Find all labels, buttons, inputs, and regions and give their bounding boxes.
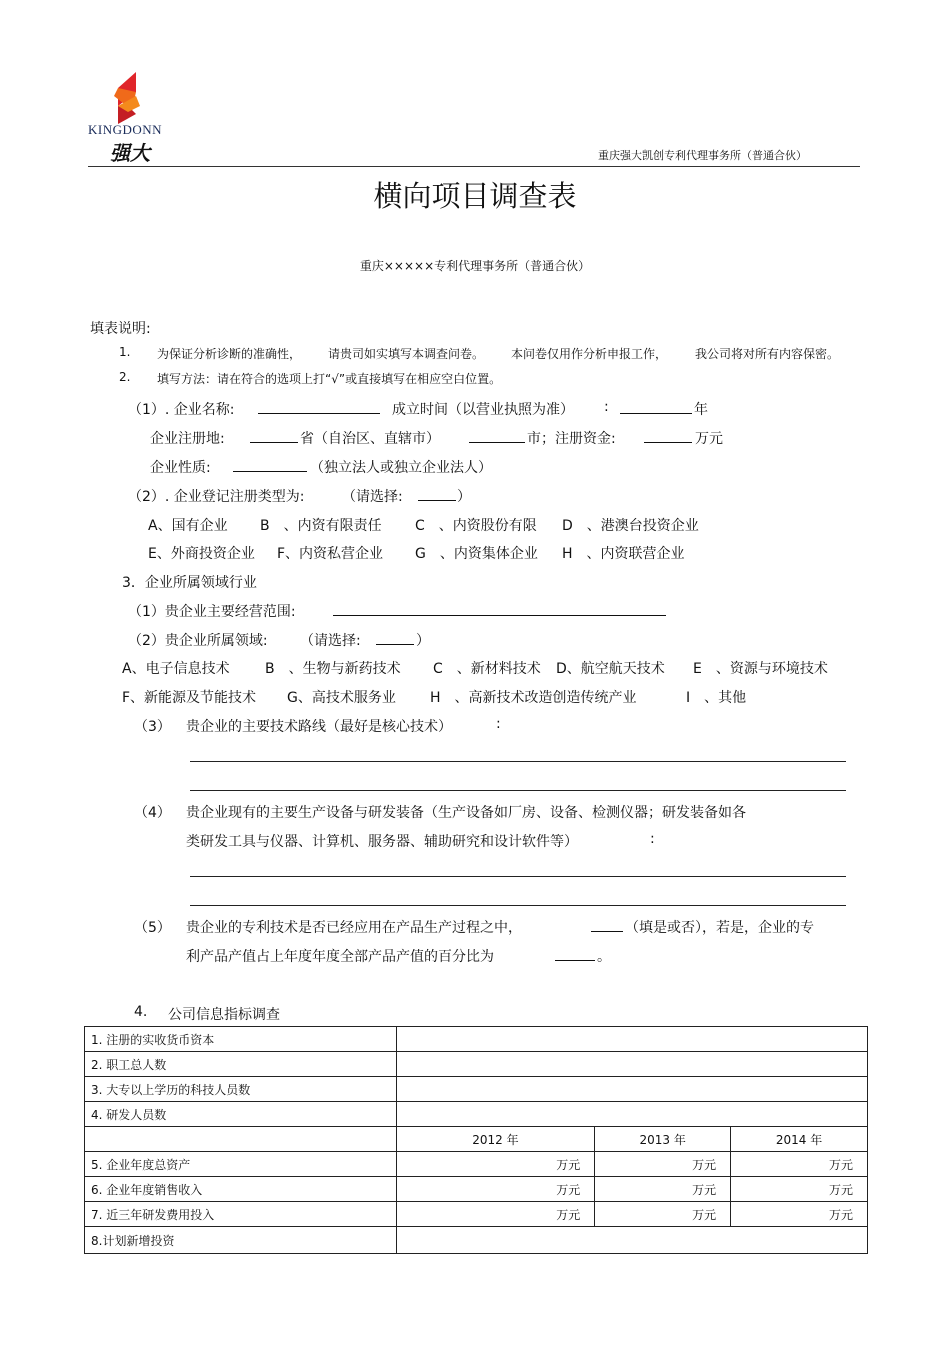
row-label: 8.计划新增投资 [85, 1227, 397, 1254]
instruction-2-text: 填写方法：请在符合的选项上打“√”或直接填写在相应空白位置。 [157, 372, 502, 386]
table-row [85, 1027, 868, 1052]
field-option[interactable]: E 、资源与环境技术 [693, 661, 828, 677]
q4-answer-line[interactable] [190, 876, 846, 877]
reg-type-field[interactable] [418, 487, 456, 501]
reg-option[interactable]: F、内资私营企业 [277, 546, 384, 562]
reg-type-close: ） [457, 489, 471, 505]
reg-option[interactable]: D 、港澳台投资企业 [562, 518, 699, 534]
business-scope-label: （1）贵企业主要经营范围: [128, 604, 296, 620]
province-field[interactable] [250, 429, 298, 443]
row-label: 3. 大专以上学历的科技人员数 [85, 1077, 397, 1102]
nature-field[interactable] [233, 458, 307, 472]
value-cell[interactable] [396, 1052, 867, 1077]
q5-percent-field[interactable] [555, 947, 595, 961]
company-name-label: （1）. 企业名称: [128, 402, 235, 418]
instruction-1-number: 1. [119, 345, 131, 359]
field-choose: （请选择: [300, 633, 361, 649]
founded-year-field[interactable] [620, 400, 692, 414]
value-cell[interactable] [396, 1102, 867, 1127]
page-title: 横向项目调查表 [373, 179, 577, 213]
table-header-row [85, 1127, 868, 1152]
value-cell[interactable]: 万元 [731, 1177, 868, 1202]
company-info-table [84, 1026, 868, 1254]
table-row [85, 1052, 868, 1077]
instruction-1-part: 为保证分析诊断的准确性， [157, 347, 302, 361]
row-label: 5. 企业年度总资产 [85, 1152, 397, 1177]
field-option[interactable]: C 、新材料技术 [433, 661, 541, 677]
field-option[interactable]: B 、生物与新药技术 [265, 661, 401, 677]
q5-yes-no-field[interactable] [591, 918, 623, 932]
value-cell[interactable]: 万元 [595, 1177, 731, 1202]
row-label: 4. 研发人员数 [85, 1102, 397, 1127]
field-option[interactable]: F、新能源及节能技术 [122, 690, 257, 706]
city-field[interactable] [469, 429, 525, 443]
reg-option[interactable]: A、国有企业 [148, 518, 228, 534]
instruction-2-number: 2. [119, 370, 131, 384]
instruction-1-part: 我公司将对所有内容保密。 [695, 347, 840, 361]
q3-text: 贵企业的主要技术路线（最好是核心技术） [186, 719, 452, 735]
instructions-heading: 填表说明: [90, 321, 151, 337]
field-select[interactable] [376, 631, 414, 645]
table-row [85, 1202, 868, 1227]
empty-header-cell [85, 1127, 397, 1152]
q5-text-line2: 利产品产值占上年度年度全部产品产值的百分比为 [186, 949, 494, 965]
value-cell[interactable] [396, 1077, 867, 1102]
table-row [85, 1077, 868, 1102]
q3-answer-line[interactable] [190, 761, 846, 762]
value-cell[interactable] [396, 1027, 867, 1052]
founded-colon: : [604, 399, 609, 415]
q4-colon: : [650, 831, 655, 847]
company-logo [88, 70, 188, 165]
year-header: 2013 年 [595, 1127, 731, 1152]
row-label: 2. 职工总人数 [85, 1052, 397, 1077]
reg-place-label: 企业注册地: [150, 431, 225, 447]
year-unit: 年 [694, 402, 708, 418]
nature-label: 企业性质: [150, 460, 211, 476]
industry-heading: 3．企业所属领域行业 [122, 575, 257, 591]
reg-capital-field[interactable] [644, 429, 692, 443]
q5-text: 贵企业的专利技术是否已经应用在产品生产过程之中， [186, 920, 522, 936]
reg-option[interactable]: H 、内资联营企业 [562, 546, 685, 562]
value-cell[interactable]: 万元 [595, 1202, 731, 1227]
reg-option[interactable]: E、外商投资企业 [148, 546, 255, 562]
logo-wordmark: KINGDONN [88, 122, 163, 137]
reg-type-label: （2）. 企业登记注册类型为: [128, 489, 305, 505]
logo-chinese: 强大 [110, 141, 150, 165]
table-row [85, 1177, 868, 1202]
row-label: 7. 近三年研发费用投入 [85, 1202, 397, 1227]
capital-unit: 万元 [695, 431, 723, 447]
page-subtitle: 重庆×××××专利代理事务所（普通合伙） [359, 259, 591, 273]
instruction-1-part: 请贵司如实填写本调查问卷。 [328, 347, 485, 361]
reg-type-choose: （请选择: [342, 489, 403, 505]
business-scope-field[interactable] [333, 602, 666, 616]
q5-number: （5） [134, 920, 171, 936]
value-cell[interactable] [396, 1227, 867, 1254]
q4-number: （4） [134, 805, 171, 821]
value-cell[interactable]: 万元 [731, 1152, 868, 1177]
year-header: 2012 年 [396, 1127, 595, 1152]
table-row [85, 1102, 868, 1127]
value-cell[interactable]: 万元 [396, 1177, 595, 1202]
year-header: 2014 年 [731, 1127, 868, 1152]
reg-option[interactable]: B 、内资有限责任 [260, 518, 382, 534]
q3-number: （3） [134, 719, 171, 735]
section4-heading: 公司信息指标调查 [168, 1007, 280, 1023]
field-option[interactable]: I 、其他 [686, 690, 747, 706]
q4-answer-line[interactable] [190, 905, 846, 906]
reg-option[interactable]: G 、内资集体企业 [415, 546, 538, 562]
reg-option[interactable]: C 、内资股份有限 [415, 518, 537, 534]
row-label: 1. 注册的实收货币资本 [85, 1027, 397, 1052]
value-cell[interactable]: 万元 [396, 1152, 595, 1177]
q3-answer-line[interactable] [190, 790, 846, 791]
field-label: （2）贵企业所属领域: [128, 633, 268, 649]
q3-colon: : [496, 716, 501, 732]
province-label: 省（自治区、直辖市） [300, 431, 440, 447]
nature-hint: （独立法人或独立企业法人） [310, 460, 492, 476]
section4-number: 4. [134, 1004, 148, 1020]
q4-text-line2: 类研发工具与仪器、计算机、服务器、辅助研究和设计软件等） [186, 834, 578, 850]
header-divider [88, 166, 860, 167]
field-option[interactable]: D、航空航天技术 [556, 661, 665, 677]
field-close: ） [416, 633, 430, 649]
company-name-field[interactable] [258, 400, 380, 414]
q5-text-b: （填是或否），若是，企业的专 [625, 920, 814, 936]
q5-period: 。 [597, 949, 611, 965]
founded-label: 成立时间（以营业执照为准） [392, 402, 574, 418]
value-cell[interactable]: 万元 [595, 1152, 731, 1177]
instruction-1-part: 本问卷仅用作分析申报工作， [511, 347, 668, 361]
field-option[interactable]: A、电子信息技术 [122, 661, 230, 677]
field-option[interactable]: G、高技术服务业 [287, 690, 396, 706]
row-label: 6. 企业年度销售收入 [85, 1177, 397, 1202]
city-reg-capital-label: 市；注册资金: [527, 431, 616, 447]
q4-text-line1: 贵企业现有的主要生产设备与研发装备（生产设备如厂房、设备、检测仪器；研发装备如各 [186, 805, 746, 821]
value-cell[interactable]: 万元 [396, 1202, 595, 1227]
table-row [85, 1227, 868, 1254]
table-row [85, 1152, 868, 1177]
field-option[interactable]: H 、高新技术改造创造传统产业 [430, 690, 637, 706]
value-cell[interactable]: 万元 [731, 1202, 868, 1227]
header-firm-name: 重庆强大凯创专利代理事务所（普通合伙） [598, 149, 807, 162]
